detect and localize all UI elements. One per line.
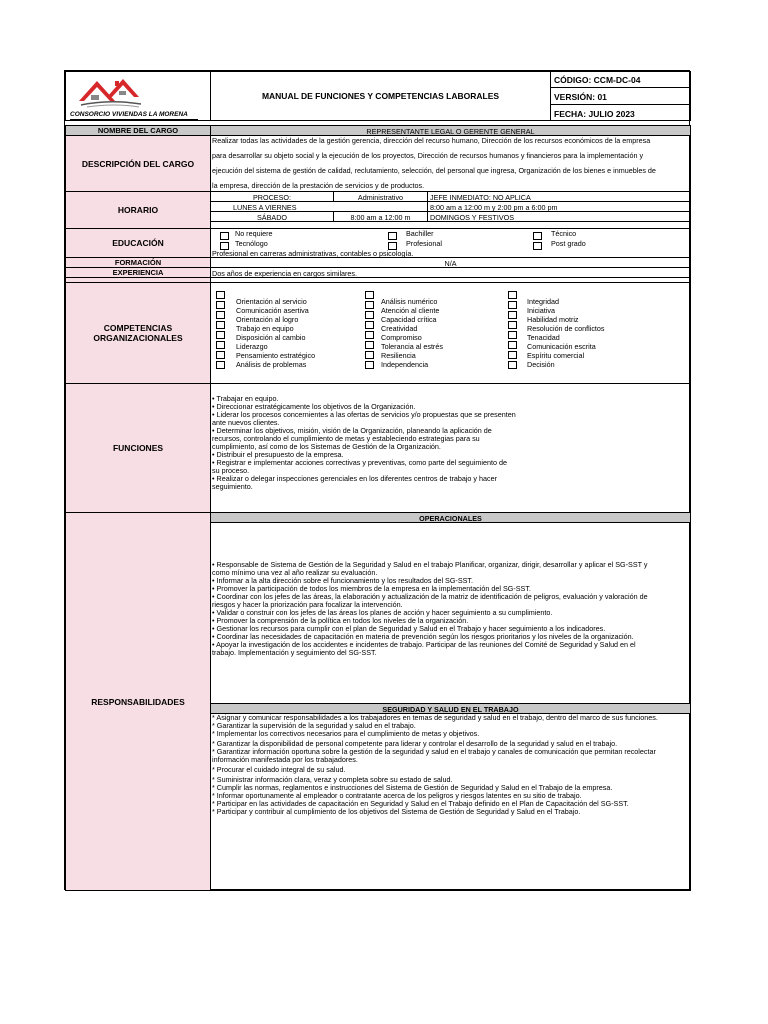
experiencia-value: Dos años de experiencia en cargos similares.: [212, 269, 358, 278]
checkbox-competencia[interactable]: [365, 341, 374, 349]
sst-line: * Participar en las actividades de capacitación en Seguridad y Salud en el Trabajo definido en el Plan de Capacitación del SG-SST.: [212, 799, 629, 808]
logo-cell: [65, 71, 211, 121]
educacion-label: EDUCACIÓN: [65, 228, 211, 258]
checkbox-competencia[interactable]: [508, 331, 517, 339]
checkbox-competencia[interactable]: [216, 361, 225, 369]
checkbox-bachiller[interactable]: [388, 232, 397, 240]
descripcion-line: Realizar todas las actividades de la gestión gerencia, dirección del recurso humano, Dirección de los recursos económicos de la empresa: [212, 136, 651, 145]
checkbox-post-grado[interactable]: [533, 242, 542, 250]
operacional-line: • Gestionar los recursos para cumplir con el plan de Seguridad y Salud en el Trabajo y hacer seguimiento a los indicadores.: [212, 624, 606, 633]
educacion-option: Bachiller: [406, 229, 434, 238]
checkbox-competencia[interactable]: [216, 301, 225, 309]
checkbox-competencia[interactable]: [216, 311, 225, 319]
checkbox-competencia[interactable]: [365, 361, 374, 369]
descripcion-line: para desarrollar su objeto social y la ejecución de los proyectos, Dirección de recursos humanos y financieros para la implementación y: [212, 151, 644, 160]
sst-line: * Asignar y comunicar responsabilidades a los trabajadores en temas de seguridad y salud en el trabajo, dentro del marco de sus funciones.: [212, 713, 658, 722]
operacional-line: riesgos y hacer la priorización para focalizar la intervención.: [212, 600, 403, 609]
competencia-item: Resiliencia: [381, 351, 416, 360]
funcion-line: • Registrar e implementar acciones correctivas y preventivas, como parte del seguimiento de: [212, 458, 507, 467]
competencia-item: Orientación al servicio: [236, 297, 307, 306]
codigo-cell: [550, 71, 691, 88]
codigo-text: CÓDIGO: CCM-DC-04: [554, 75, 641, 85]
proceso-label: PROCESO:: [253, 193, 291, 202]
checkbox-competencia[interactable]: [365, 311, 374, 319]
version-cell: [550, 87, 691, 105]
checkbox-competencia[interactable]: [365, 301, 374, 309]
sst-line: información manifestada por los trabajadores.: [212, 755, 358, 764]
funcion-line: su proceso.: [212, 466, 250, 475]
competencias-label: COMPETENCIAS ORGANIZACIONALES: [65, 282, 211, 384]
horario-hora1: 8:00 am a 12:00 m y 2:00 pm a 6:00 pm: [430, 203, 558, 212]
competencia-item: Orientación al logro: [236, 315, 299, 324]
competencia-item: Pensamiento estratégico: [236, 351, 316, 360]
competencia-item: Disposición al cambio: [236, 333, 306, 342]
operacional-line: • Apoyar la investigación de los accidentes e incidentes de trabajo. Participar de las reuniones del Comité de Seguridad y Salud en el: [212, 640, 636, 649]
descripcion-label: DESCRIPCIÓN DEL CARGO: [65, 135, 211, 192]
operacionales-title: OPERACIONALES: [419, 514, 482, 523]
sst-line: * Cumplir las normas, reglamentos e instrucciones del Sistema de Gestión de Seguridad y Salud en el Trabajo de la empresa.: [212, 783, 613, 792]
logo-underline: [70, 119, 198, 120]
funcion-line: • Direccionar estratégicamente los objetivos de la Organización.: [212, 402, 416, 411]
competencia-item: Atención al cliente: [381, 306, 440, 315]
funcion-line: cumplimiento, así como de los Sistemas de Gestión de la Organización.: [212, 442, 441, 451]
funcion-line: recursos, controlando el cumplimiento de metas y estableciendo estrategias para su: [212, 434, 480, 443]
operacional-line: trabajo. Implementación y seguimiento del SG-SST.: [212, 648, 377, 657]
responsabilidades-label: RESPONSABILIDADES: [65, 512, 211, 891]
educacion-option: No requiere: [235, 229, 273, 238]
horario-dia1: LUNES A VIERNES: [233, 203, 297, 212]
sst-line: * Procurar el cuidado integral de su salud.: [212, 765, 346, 774]
descripcion-line: ejecución del sistema de gestión de calidad, reclutamiento, selección, del personal que ingresa, Organización de los bienes e inmuebles de: [212, 166, 656, 175]
competencia-item: Trabajo en equipo: [236, 324, 294, 333]
competencia-item: Tolerancia al estrés: [381, 342, 443, 351]
competencia-item: Capacidad crítica: [381, 315, 437, 324]
competencia-item: Resolución de conflictos: [527, 324, 605, 333]
competencia-item: Compromiso: [381, 333, 422, 342]
educacion-option: Profesional: [406, 239, 442, 248]
checkbox-competencia[interactable]: [216, 351, 225, 359]
sst-line: * Implementar los correctivos necesarios para el cumplimiento de metas y objetivos.: [212, 729, 480, 738]
competencia-item: Decisión: [527, 360, 555, 369]
educacion-option: Tecnólogo: [235, 239, 268, 248]
descripcion-line: la empresa, dirección de la prestación de servicios y de productos.: [212, 181, 425, 190]
competencia-item: Tenacidad: [527, 333, 560, 342]
educacion-cell: [210, 228, 691, 258]
proceso-value: Administrativo: [357, 193, 404, 202]
funcion-line: ante nuevos clientes.: [212, 418, 280, 427]
checkbox-competencia[interactable]: [216, 341, 225, 349]
horario-hora2: 8:00 am a 12:00 m: [350, 213, 411, 222]
operacional-line: • Coordinar las necesidades de capacitación en materia de prevención según los riesgos prioritarios y los niveles de la organización.: [212, 632, 634, 641]
sst-line: * Garantizar la supervisión de la seguridad y salud en el trabajo.: [212, 721, 416, 730]
operacional-line: • Informar a la alta dirección sobre el funcionamiento y los resultados del SG-SST.: [212, 576, 473, 585]
sst-line: * Garantizar información oportuna sobre la gestión de la seguridad y salud en el trabajo y canales de comunicación que permitan recolectar: [212, 747, 656, 756]
version-text: VERSIÓN: 01: [554, 92, 607, 102]
experiencia-label: EXPERIENCIA: [65, 267, 211, 278]
sst-line: * Suministrar información clara, veraz y completa sobre su estado de salud.: [212, 775, 453, 784]
funcion-line: • Trabajar en equipo.: [212, 394, 279, 403]
competencia-item: Liderazgo: [236, 342, 268, 351]
educacion-detalle: Profesional en carreras administrativas, contables o psicología.: [212, 249, 414, 258]
jefe-inmediato: JEFE INMEDIATO: NO APLICA: [430, 193, 531, 202]
competencia-item: Independencia: [381, 360, 429, 369]
checkbox-competencia[interactable]: [216, 321, 225, 329]
horario-dia3: DOMINGOS Y FESTIVOS: [430, 213, 515, 222]
competencia-item: Creatividad: [381, 324, 418, 333]
educacion-option: Técnico: [551, 229, 577, 238]
competencia-item: Habilidad motriz: [527, 315, 579, 324]
checkbox-competencia[interactable]: [508, 341, 517, 349]
horario-label: HORARIO: [65, 191, 211, 229]
checkbox-competencia[interactable]: [365, 321, 374, 329]
competencia-item: Comunicación escrita: [527, 342, 596, 351]
checkbox-competencia[interactable]: [216, 331, 225, 339]
sst-title: SEGURIDAD Y SALUD EN EL TRABAJO: [382, 705, 519, 714]
operacional-line: • Responsable de Sistema de Gestión de la Seguridad y Salud en el trabajo Planificar, organizar, dirigir, desarrollar y aplicar el SG-SST y: [212, 560, 648, 569]
funciones-label: FUNCIONES: [65, 383, 211, 513]
competencia-item: Iniciativa: [527, 306, 555, 315]
checkbox-tecnico[interactable]: [533, 232, 542, 240]
checkbox-competencia[interactable]: [365, 331, 374, 339]
sst-line: * Participar y contribuir al cumplimiento de los objetivos del Sistema de Gestión de Seguridad y Salud en el Trabajo.: [212, 807, 581, 816]
company-name: CONSORCIO VIVIENDAS LA MORENA: [70, 111, 188, 118]
competencia-item: Comunicación asertiva: [236, 306, 309, 315]
operacional-line: • Validar o construir con los jefes de las áreas los planes de acción y hacer seguimiento a su cumplimiento.: [212, 608, 553, 617]
competencias-cell: [210, 282, 691, 384]
sst-line: * Informar oportunamente al empleador o contratante acerca de los peligros y riesgos latentes en su sitio de trabajo.: [212, 791, 582, 800]
formacion-value: N/A: [444, 259, 457, 268]
competencia-item: Espíritu comercial: [527, 351, 585, 360]
responsabilidades-cell: [210, 512, 691, 891]
horario-dia2: SÁBADO: [257, 213, 287, 222]
company-logo: [69, 73, 209, 113]
checkbox-competencia[interactable]: [508, 361, 517, 369]
document-title: MANUAL DE FUNCIONES Y COMPETENCIAS LABORALES: [210, 71, 551, 121]
operacional-line: • Coordinar con los jefes de las áreas, la elaboración y actualización de la matriz de identificación de peligros, evaluación y valoración de: [212, 592, 648, 601]
fecha-text: FECHA: JULIO 2023: [554, 109, 635, 119]
descripcion-cell: [210, 135, 691, 192]
funciones-cell: [210, 383, 691, 513]
checkbox-competencia[interactable]: [216, 291, 225, 299]
funcion-line: • Liderar los procesos concernientes a las ofertas de servicios y/o propuestas que se presenten: [212, 410, 516, 419]
document-sheet: [64, 70, 690, 890]
checkbox-competencia[interactable]: [365, 351, 374, 359]
checkbox-competencia[interactable]: [508, 311, 517, 319]
competencia-item: Integridad: [527, 297, 559, 306]
checkbox-competencia[interactable]: [508, 321, 517, 329]
operacional-line: como mínimo una vez al año realizar su evaluación.: [212, 568, 378, 577]
checkbox-competencia[interactable]: [508, 291, 517, 299]
cargo-value: REPRESENTANTE LEGAL O GERENTE GENERAL: [366, 127, 535, 136]
operacional-line: • Promover la participación de todos los miembros de la empresa en la implementación del SG-SST.: [212, 584, 531, 593]
checkbox-competencia[interactable]: [508, 351, 517, 359]
fecha-cell: [550, 104, 691, 121]
funcion-line: • Determinar los objetivos, misión, visión de la Organización, planeando la aplicación de: [212, 426, 492, 435]
competencia-item: Análisis de problemas: [236, 360, 307, 369]
formacion-label: FORMACIÓN: [65, 257, 211, 268]
competencia-item: Análisis numérico: [381, 297, 438, 306]
checkbox-no-requiere[interactable]: [220, 232, 229, 240]
operacionales-header: [210, 512, 691, 523]
funcion-line: • Distribuir el presupuesto de la empresa.: [212, 450, 344, 459]
sst-line: * Garantizar la disponibilidad de personal competente para liderar y controlar el desarrollo de la seguridad y salud en el trabajo.: [212, 739, 618, 748]
funcion-line: seguimiento.: [212, 482, 253, 491]
checkbox-competencia[interactable]: [365, 291, 374, 299]
educacion-option: Post grado: [551, 239, 586, 248]
operacional-line: • Promover la comprensión de la política en todos los niveles de la organización.: [212, 616, 469, 625]
cargo-label: NOMBRE DEL CARGO: [65, 125, 211, 136]
funcion-line: • Realizar o delegar inspecciones gerenciales en los diferentes centros de trabajo y hacer: [212, 474, 497, 483]
checkbox-competencia[interactable]: [508, 301, 517, 309]
